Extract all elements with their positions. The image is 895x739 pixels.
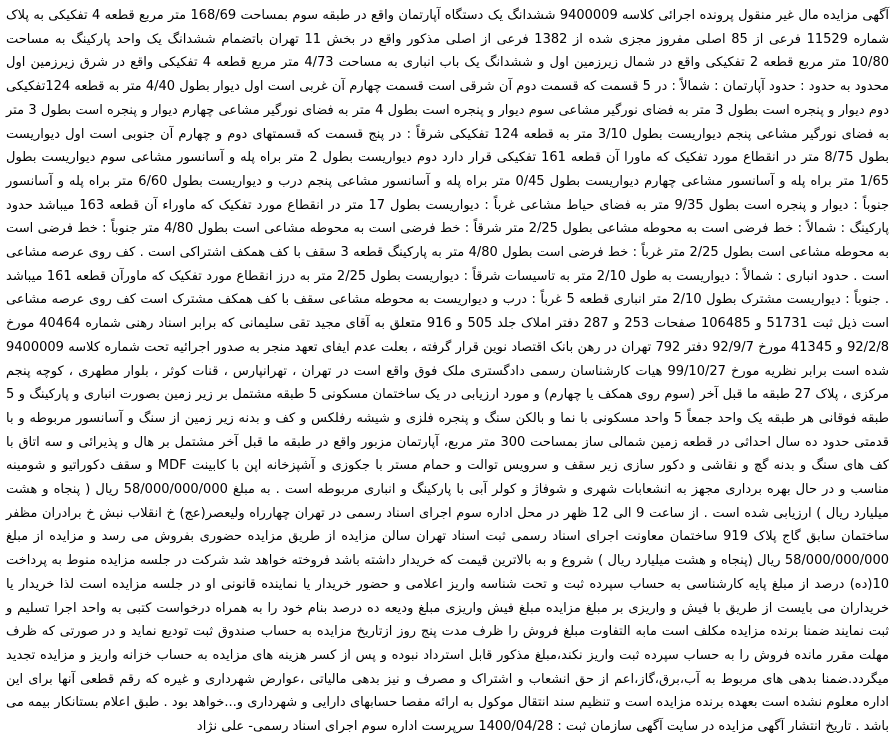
auction-notice-text: آگهی مزایده مال غیر منقول پرونده اجرائی کلاسه 9400009 ششدانگ یک دستگاه آپارتمان واقع در طبقه سوم بمساحت 168/69 متر مربع قطعه 4 تفکیکی به پلاک شماره 11529 فرعی از 85 اصلی مفروز مجزی شده از 1382 فرعی از اصلی مذکور واقع در بخش 11 تهران باتضمام ششدانگ یک واحد پارکینگ به مساحت 10/80 متر مربع قطعه 2 تفکیکی واقع در شمال زیرزمین اول و ششدانگ یک باب انباری به مساحت 4/73 متر مربع قطعه 4 تفکیکی واقع در شرق زیرزمین اول محدود به حدود : حدود آپارتمان : شمالاً : در 5 قسمت که قسمت دوم آن شرقی است قسمت چهارم آن غربی است اول دیوار بطول 4/40 متر به قطعه 124تفکیکی دوم دیوار و پنجره است بطول 3 متر به فضای نورگیر مشاعی سوم دیوار و پنجره است بطول 4 متر به فضای نورگیر مشاعی چهارم دیوار و پنجره است بطول 3 متر به فضای نورگیر مشاعی پنجم دیواریست بطول 3/10 متر به قطعه 124 تفکیکی شرقاً : در پنج قسمت که قسمتهای دوم و چهارم آن جنوبی است اول دیواریست بطول 8/75 متر در انقطاع مورد تفکیک که ماورا آن قطعه 161 تفکیکی قرار دارد دوم دیواریست بطول 2 متر براه پله و آسانسور مشاعی سوم دیواریست بطول 1/65 متر براه پله و آسانسور مشاعی چهارم دیواریست بطول 0/45 متر براه پله و آسانسور مشاعی پنجم درب و دیواریست بطول 6/60 متر براه پله و آسانسور جنوباً : دیوار و پنجره است بطول 9/35 متر به فضای حیاط مشاعی غرباً : دیواریست بطول 17 متر در انقطاع مورد تفکیک که ماوراء آن قطعه 163 میباشد حدود پارکینگ : شمالاً : خط فرضی است به محوطه مشاعی بطول 2/25 متر شرقاً : خط فرضی است به محوطه مشاعی است بطول 4/80 متر جنوباً : خط فرضی است به محوطه مشاعی است بطول 2/25 متر غرباً : خط فرضی است بطول 4/80 متر به پارکینگ قطعه 3 سقف با کف همکف اشتراکی است . کف روی عرصه مشاعی است . حدود انباری : شمالاً : دیواریست به طول 2/10 متر به تاسیسات شرقاً : دیواریست بطول 2/25 متر به درز انقطاع مورد تفکیک که ماورآن قطعه 161 میباشد . جنوباً : دیواریست مشترک بطول 2/10 متر انباری قطعه 5 غرباً : درب و دیواریست به محوطه مشاعی سقف با کف همکف مشترک است کف روی عرصه مشاعی است ذیل ثبت 51731 و 106485 صفحات 253 و 287 دفتر املاک جلد 505 و 916 متعلق به آقای مجید تقی سلیمانی که برابر اسناد رهنی شماره 40464 مورخ 92/2/8 و 41345 مورخ 92/9/7 دفتر 792 تهران در رهن بانک اقتصاد نوین قرار گرفته ، بعلت عدم ایفای تعهد منجر به صدور اجرائیه تحت شماره کلاسه 9400009 شده است برابر نظریه مورخ 99/10/27 هیات کارشناسان رسمی دادگستری ملک فوق واقع است در تهران ، تهرانپارس ، قنات کوثر ، بلوار مطهری ، کوچه پنجم مرکزی ، پلاک 27 طبقه ما قبل آخر (سوم روی همکف یا چهارم) و مورد ارزیابی در یک ساختمان مسکونی 5 طبقه مشتمل بر زیر زمین بصورت انباری و پارکینگ و 5 طبقه فوقانی هر طبقه یک واحد جمعاً 5 واحد مسکونی با نما و بالکن سنگ و پنجره فلزی و شیشه رفلکس و کف و بدنه زیر زمین از سنگ و آسانسور مربوطه و با قدمتی حدود ده سال احداثی در قطعه زمین شمالی ساز بمساحت 300 متر مربع، آپارتمان مزبور واقع در طبقه ما قبل آخر مشتمل بر هال و پذیرائی و سه اتاق با کف های سنگ و بدنه گچ و نقاشی و دکور سازی زیر سقف و سرویس توالت و حمام مستر با جکوزی و آشپزخانه اپن با کابینت MDF و سقف دکوراتیو و شومینه مناسب و در حال بهره برداری مجهز به انشعابات شهری و شوفاژ و کولر آبی با پارکینگ و انباری مربوطه است . به مبلغ 58/000/000/000 ریال ( پنجاه و هشت میلیارد ریال ) ارزیابی شده است . از ساعت 9 الی 12 ظهر در محل اداره سوم اجرای اسناد رسمی در تهران چهارراه ولیعصر(عج) خ انقلاب نبش خ برادران مظفر ساختمان سابق گاج پلاک 919 ساختمان معاونت اجرای اسناد رسمی ثبت اسناد تهران سالن مزایده از طریق مزایده حضوری بفروش می رسد و مزایده از مبلغ 58/000/000/000 ریال (پنجاه و هشت میلیارد ریال ) شروع و به بالاترین قیمت که خریدار داشته باشد فروخته خواهد شد شرکت در جلسه مزایده منوط به پرداخت 10(ده) درصد از مبلغ پایه کارشناسی به حساب سپرده ثبت و تحت شناسه واریز اعلامی و حضور خریدار یا نماینده قانونی او در جلسه مزایده است لذا خریدار یا خریداران می بایست از طریق با فیش و واریزی بر مبلغ مزایده مبلغ فیش واریزی مبلغ ودیعه ده درصد بنام خود را به همراه درخواست کتبی به واحد اجرا تسلیم و ثبت نمایند ضمنا برنده مزایده مکلف است مابه التفاوت مبلغ فروش را ظرف مدت پنج روز ازتاریخ مزایده به حساب صندوق ثبت تودیع نماید و در صورتی که ظرف مهلت مقرر مانده فروش را به حساب سپرده ثبت واریز نکند،مبلغ مذکور قابل استرداد نبوده و پس از کسر هزینه های مزایده به حساب خزانه واریز و مزایده تجدید میگردد.ضمنا بدهی های مربوط به آب،برق،گاز،اعم از حق انشعاب و اشتراک و مصرف و نیز بدهی مالیاتی ،عوارض شهرداری و غیره که رقم قطعی آنها برای این اداره معلوم نشده است بعهده برنده مزایده است و تنظیم سند انتقال موکول به ارائه مفصا حسابهای دارایی و شهرداری و...خواهد بود . طبق اعلام بستانکار بیمه می باشد . تاریخ انتشار آگهی مزایده در سایت آگهی سازمان ثبت : 1400/04/28 سرپرست اداره سوم اجرای اسناد رسمی- علی نژاد — [6, 8, 890, 735]
